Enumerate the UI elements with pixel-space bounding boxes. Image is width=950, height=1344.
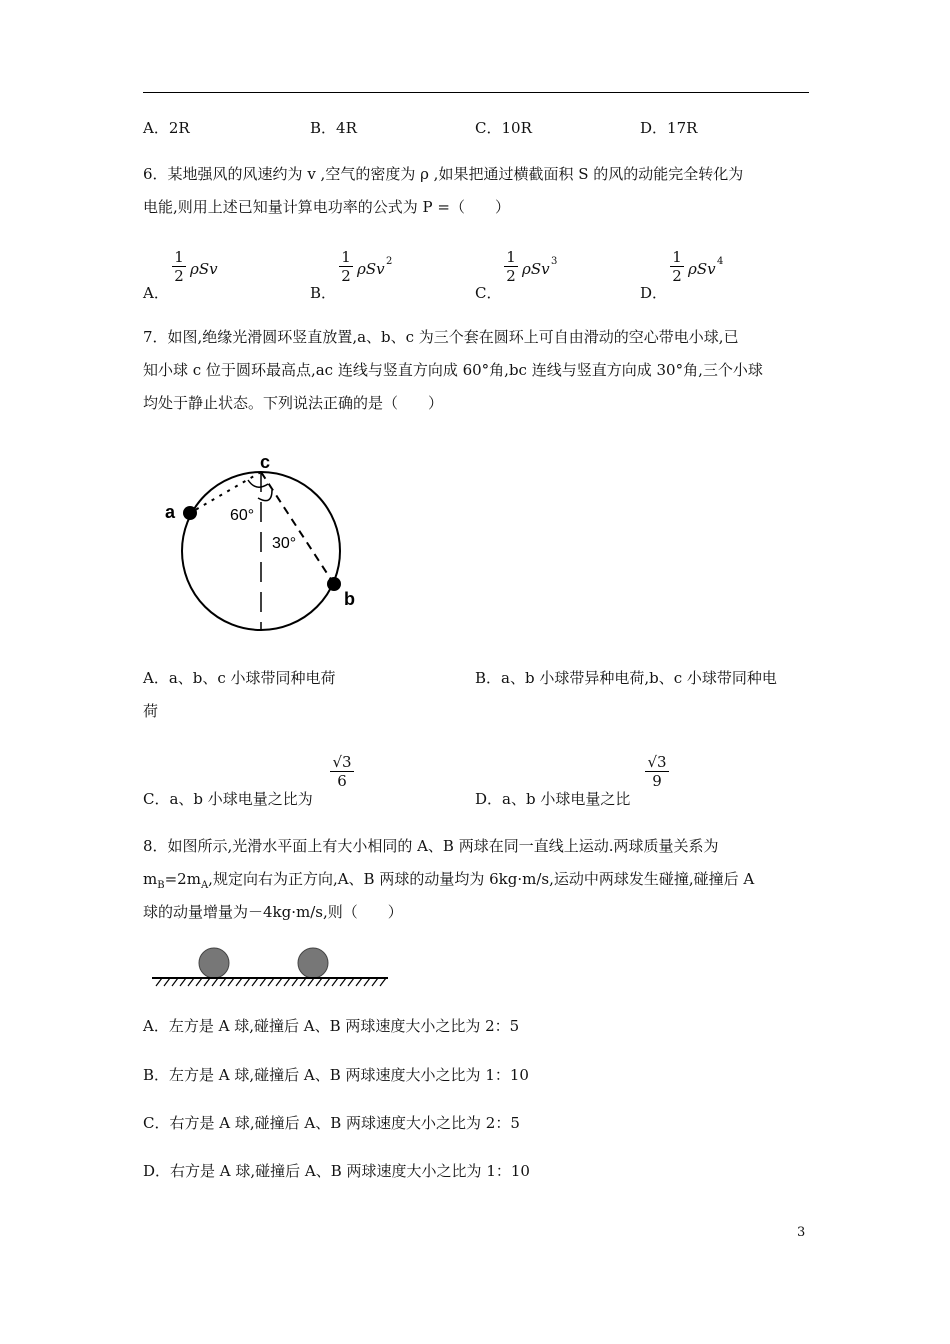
fraction-denominator: 2 [172,266,186,285]
q6-option-b-label: B． [310,284,337,302]
q6-option-a-expr: ρSv [190,260,218,278]
q7-option-d: D．a、b 小球电量之比 [475,790,631,808]
left-ball [199,948,229,978]
q6-line2: 电能,则用上述已知量计算电功率的公式为 P =（ ） [143,198,510,216]
fraction-denominator: 2 [339,266,353,285]
fraction-numerator: 1 [506,248,516,266]
fraction-numerator: 1 [174,248,184,266]
q8-option-d: D．右方是 A 球,碰撞后 A、B 两球速度大小之比为 1：10 [143,1162,530,1180]
subscript-b: B [157,880,165,891]
q6-option-d-power: 4 [717,256,724,267]
angle-arc-30 [258,490,272,501]
ball-b [327,577,341,591]
q6-option-b-expr: ρSv [357,260,385,278]
q6-option-a-label: A． [143,284,169,302]
q6-option-c-power: 3 [551,256,558,267]
q7-option-d-fraction [645,753,669,790]
q6-option-c-expr: ρSv [522,260,550,278]
q7-option-b-line2: 荷 [143,702,159,720]
ground-hatching [156,978,386,986]
q7-ring-figure [160,448,380,638]
q7-option-c-fraction [330,753,354,790]
q8-option-a: A．左方是 A 球,碰撞后 A、B 两球速度大小之比为 2：5 [143,1017,520,1035]
page-number: 3 [797,1225,806,1240]
mass-relation: =2m [164,870,201,888]
q7-option-b-line1: B．a、b 小球带异种电荷,b、c 小球带同种电 [475,669,777,687]
q6-option-b-fraction [339,248,353,285]
fraction-numerator: √3 [647,753,667,771]
fraction-denominator: 2 [670,266,684,285]
q6-option-d-expr: ρSv [688,260,716,278]
q8-line3: 球的动量增量为－4kg·m/s,则（ ） [143,903,403,921]
q7-line3: 均处于静止状态。下列说法正确的是（ ） [143,394,444,412]
q5-option-d: D．17R [640,119,698,137]
q6-line1: 6．某地强风的风速约为 v ,空气的密度为 ρ ,如果把通过横截面积 S 的风的动能完全转化为 [143,165,744,183]
q8-option-c: C．右方是 A 球,碰撞后 A、B 两球速度大小之比为 2：5 [143,1114,520,1132]
q8-line2-rest: ,规定向右为正方向,A、B 两球的动量均为 6kg·m/s,运动中两球发生碰撞,碰撞后 A [208,870,755,888]
fraction-denominator: 6 [330,771,354,790]
q6-option-d-fraction [670,248,684,285]
angle-label-60: 60° [230,507,255,524]
angle-arc-60 [248,480,268,487]
right-ball [298,948,328,978]
q8-balls-figure [150,940,390,990]
q8-option-b: B．左方是 A 球,碰撞后 A、B 两球速度大小之比为 1：10 [143,1066,529,1084]
header-rule [143,92,809,93]
fraction-denominator: 2 [504,266,518,285]
q8-line1: 8．如图所示,光滑水平面上有大小相同的 A、B 两球在同一直线上运动.两球质量关系为 [143,837,719,855]
label-a: a [165,502,176,522]
label-b: b [344,589,355,609]
fraction-numerator: 1 [341,248,351,266]
q6-option-c-label: C． [475,284,502,302]
q5-option-a: A．2R [143,119,190,137]
q5-option-b: B．4R [310,119,357,137]
ball-a [183,506,197,520]
subscript-a: A [200,880,209,891]
q6-option-c-fraction [504,248,518,285]
q7-option-c: C．a、b 小球电量之比为 [143,790,313,808]
q5-option-c: C．10R [475,119,532,137]
q7-line1: 7．如图,绝缘光滑圆环竖直放置,a、b、c 为三个套在圆环上可自由滑动的空心带电小球,已 [143,328,739,346]
q7-line2: 知小球 c 位于圆环最高点,ac 连线与竖直方向成 60°角,bc 连线与竖直方向成 30°角,三个小球 [143,361,763,379]
fraction-numerator: √3 [332,753,352,771]
fraction-numerator: 1 [672,248,682,266]
angle-label-30: 30° [272,535,297,552]
fraction-denominator: 9 [645,771,669,790]
q6-option-a-fraction [172,248,186,285]
mass-symbol: m [143,870,158,888]
q6-option-b-power: 2 [386,256,393,267]
q6-option-d-label: D． [640,284,668,302]
bc-dashed-line [261,472,334,584]
label-c: c [260,452,271,472]
q7-option-a: A．a、b、c 小球带同种电荷 [143,669,336,687]
